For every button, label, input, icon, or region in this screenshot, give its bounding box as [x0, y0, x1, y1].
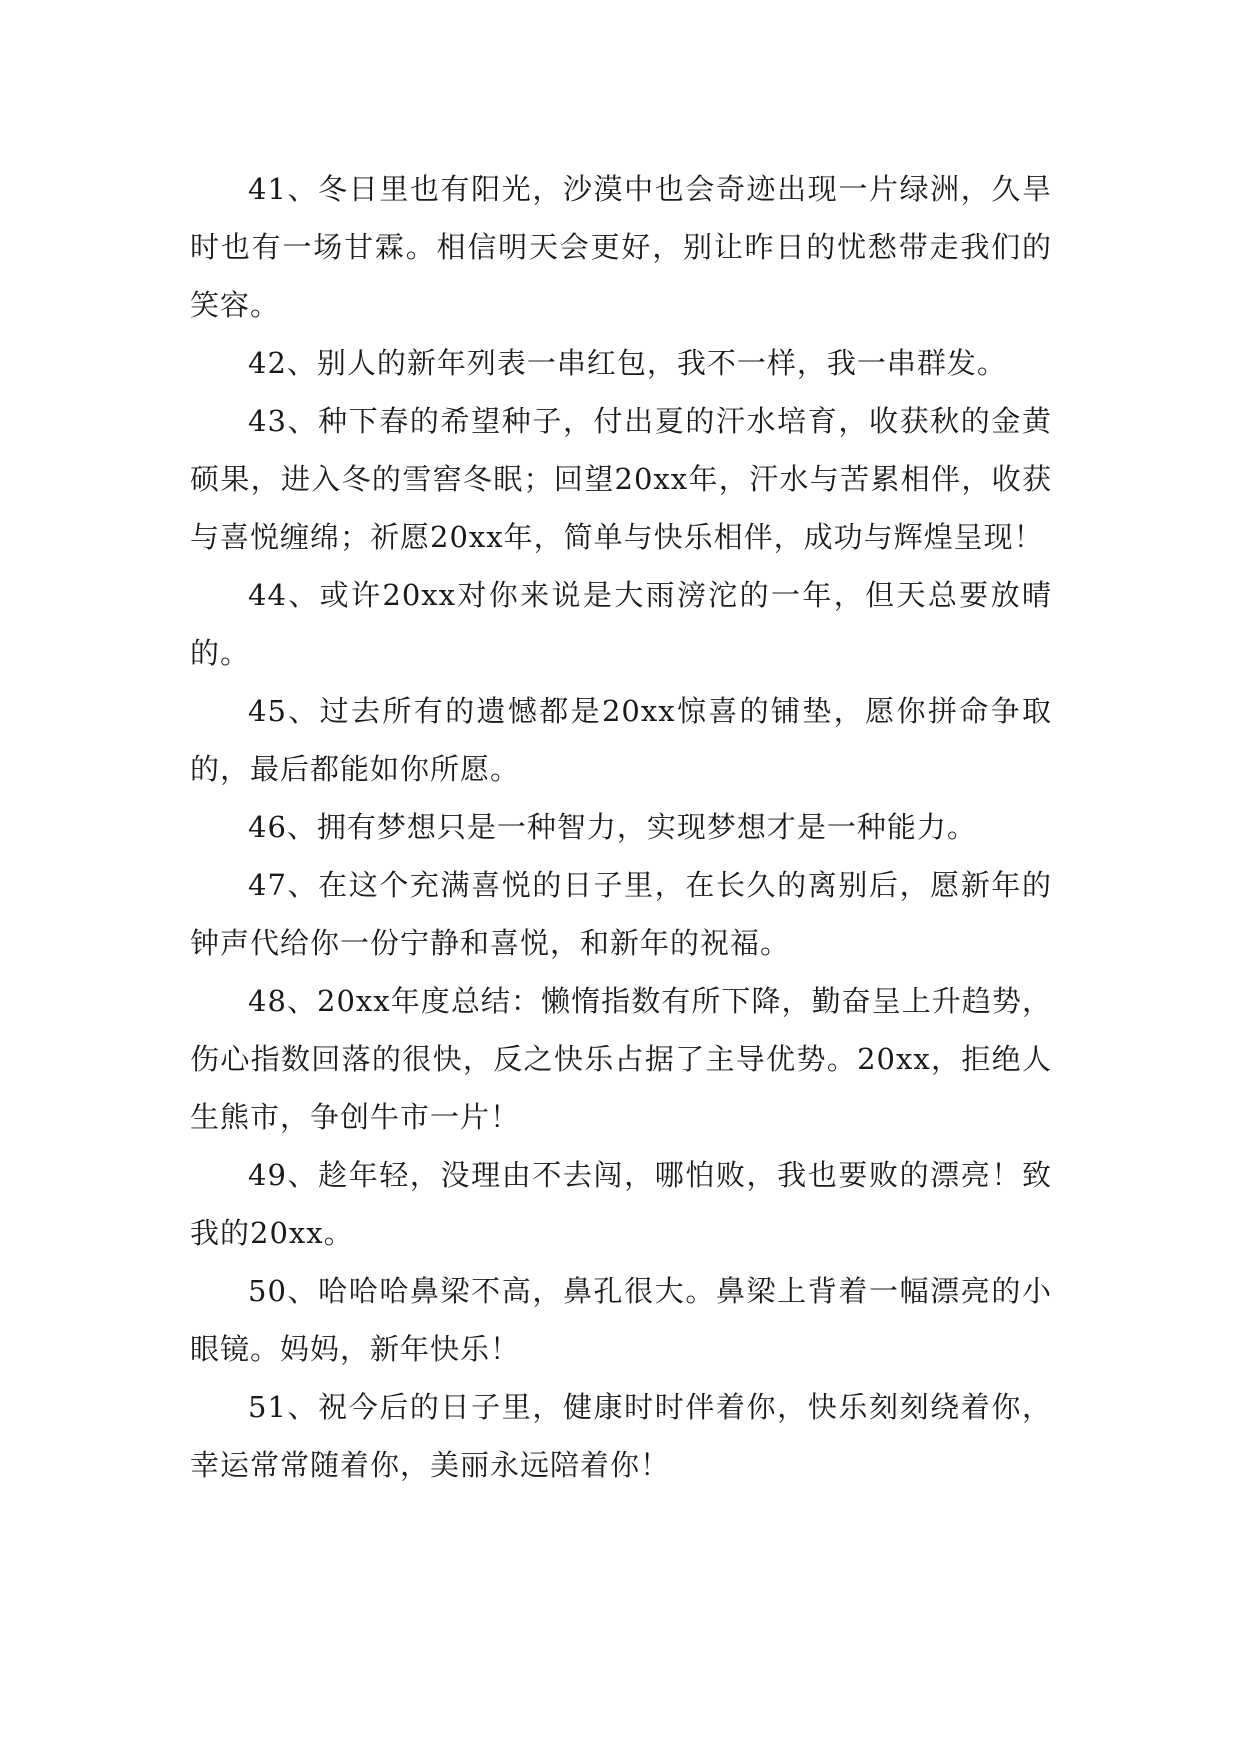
paragraph-49: 49、趁年轻，没理由不去闯，哪怕败，我也要败的漂亮！致我的20xx。: [190, 1158, 1052, 1250]
paragraph-46: 46、拥有梦想只是一种智力，实现梦想才是一种能力。: [248, 810, 977, 844]
paragraph-44: 44、或许20xx对你来说是大雨滂沱的一年，但天总要放晴的。: [190, 578, 1052, 670]
paragraph-51: 51、祝今后的日子里，健康时时伴着你，快乐刻刻绕着你，幸运常常随着你，美丽永远陪着你！: [190, 1390, 1052, 1482]
paragraph-50: 50、哈哈哈鼻梁不高，鼻孔很大。鼻梁上背着一幅漂亮的小眼镜。妈妈，新年快乐！: [190, 1274, 1052, 1366]
paragraph-47: 47、在这个充满喜悦的日子里，在长久的离别后，愿新年的钟声代给你一份宁静和喜悦，和新年的祝福。: [190, 868, 1052, 960]
paragraph-43: 43、种下春的希望种子，付出夏的汗水培育，收获秋的金黄硕果，进入冬的雪窖冬眠；回望20xx年，汗水与苦累相伴，收获与喜悦缠绵；祈愿20xx年，简单与快乐相伴，成功与辉煌呈现！: [190, 404, 1052, 554]
document-body: [190, 160, 1052, 1494]
paragraph-45: 45、过去所有的遗憾都是20xx惊喜的铺垫，愿你拼命争取的，最后都能如你所愿。: [190, 694, 1052, 786]
paragraph-48: 48、20xx年度总结：懒惰指数有所下降，勤奋呈上升趋势，伤心指数回落的很快，反之快乐占据了主导优势。20xx，拒绝人生熊市，争创牛市一片！: [190, 984, 1052, 1134]
paragraph-41: 41、冬日里也有阳光，沙漠中也会奇迹出现一片绿洲，久旱时也有一场甘霖。相信明天会更好，别让昨日的忧愁带走我们的笑容。: [190, 172, 1052, 322]
paragraph-42: 42、别人的新年列表一串红包，我不一样，我一串群发。: [248, 346, 1007, 380]
